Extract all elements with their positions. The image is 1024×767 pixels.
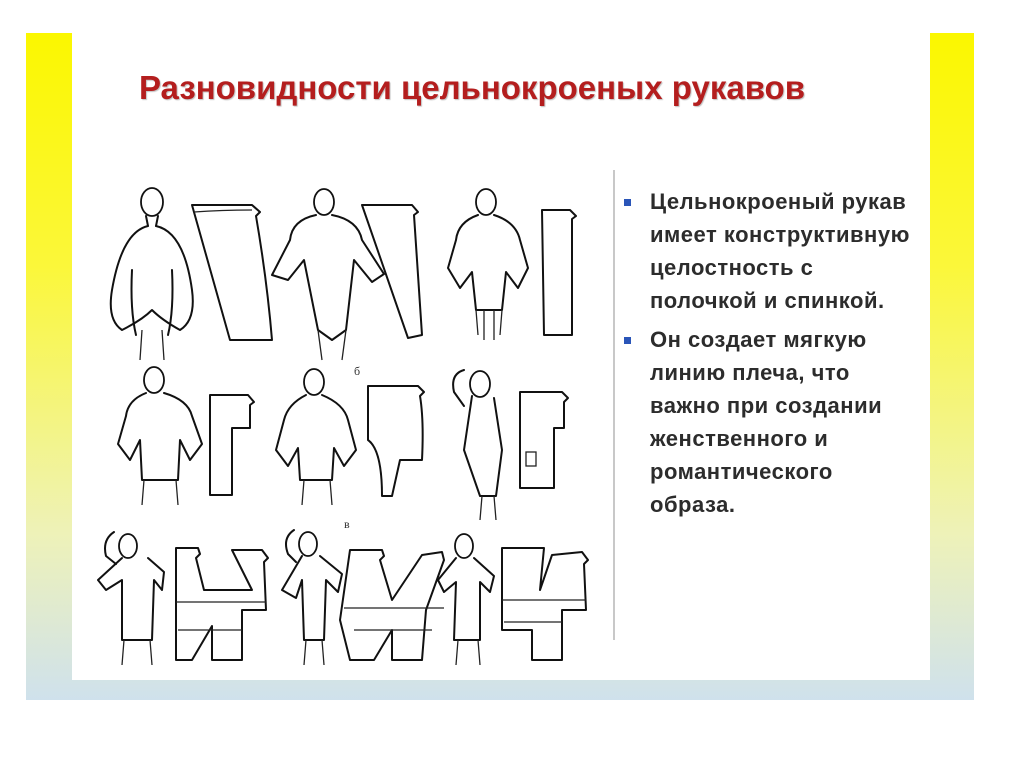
figure-label-v: в: [344, 517, 350, 531]
bullet-list: [620, 185, 920, 527]
pattern-row3-1: [176, 548, 268, 660]
divider-line: [613, 170, 615, 640]
figure-cape-sleeve: [111, 188, 193, 360]
pattern-kimono: [542, 210, 576, 335]
sleeve-illustrations: [92, 160, 612, 670]
figure-kimono-sleeve: [448, 189, 528, 340]
figure-bat-sleeve: [272, 189, 384, 360]
figure-row3-3: [438, 534, 494, 665]
bullet-text: Цельнокроеный рукав имеет конструктивную целостность с полочкой и спинкой.: [650, 189, 910, 313]
pattern-cape: [192, 205, 272, 340]
pattern-bat: [362, 205, 422, 338]
figure-raglan-1: [118, 367, 202, 505]
figure-raglan-2: [276, 364, 360, 505]
figure-label-b: б: [354, 364, 361, 378]
bullet-item: [620, 323, 920, 521]
pattern-row3-2: [340, 550, 444, 660]
bullet-marker-icon: [624, 337, 631, 344]
pattern-raglan-1: [210, 395, 254, 495]
bullet-text: Он создает мягкую линию плеча, что важно при создании женственного и романтического образа.: [650, 327, 883, 517]
bullet-marker-icon: [624, 199, 631, 206]
figure-gusset-sleeve: [453, 370, 502, 520]
figure-row3-1: [98, 532, 164, 665]
pattern-row3-3: [502, 548, 588, 660]
slide-title: Разновидности цельнокроеных рукавов: [138, 69, 805, 106]
slide: [72, 30, 930, 680]
bullet-item: [620, 185, 920, 317]
pattern-gusset: [520, 392, 568, 488]
figure-row3-2: [282, 530, 342, 665]
pattern-raglan-2: [368, 386, 424, 496]
